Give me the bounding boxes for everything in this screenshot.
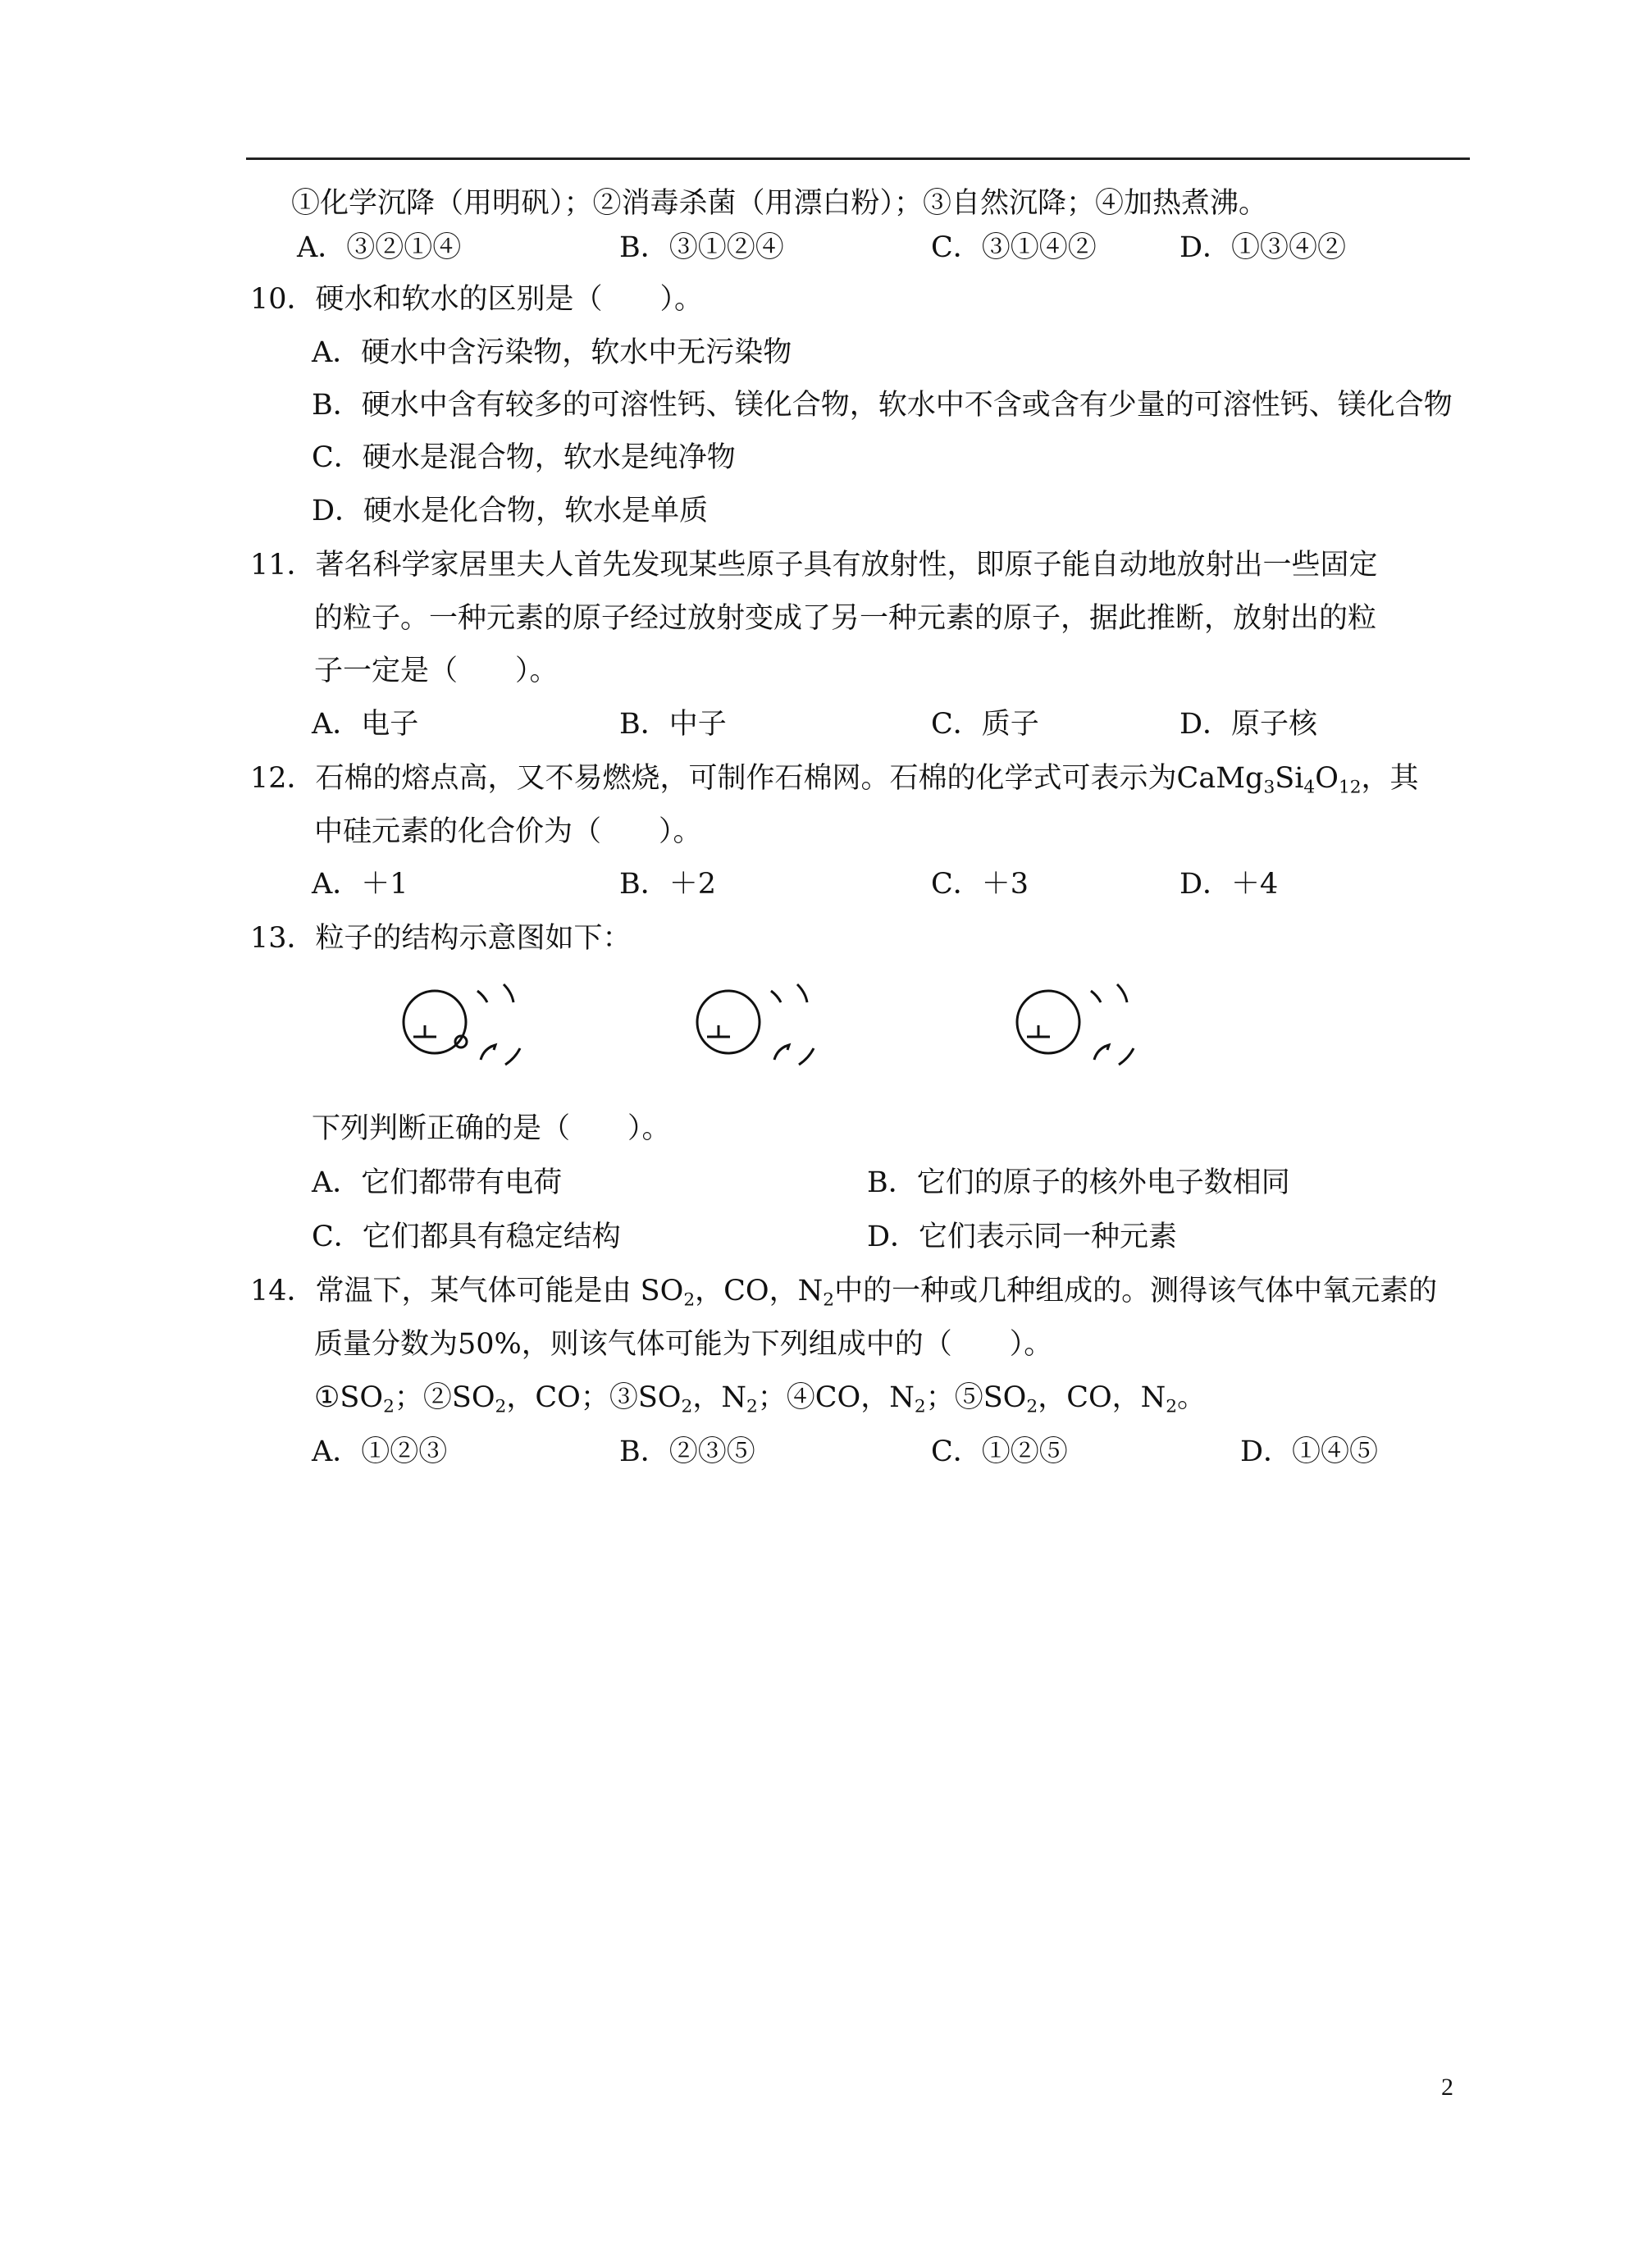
- q14-option-b: B．②③⑤: [619, 1435, 755, 1468]
- q9-option-c: C．③①④②: [931, 231, 1097, 264]
- q14-combinations: $①SO_2$；$②SO_2$，CO；$③SO_2$，$N_2$；④CO，$N_2$；$⑤SO_2$，CO，$N_2$。: [314, 1381, 1207, 1417]
- q11-option-b: B．中子: [619, 708, 727, 741]
- q9-option-a: A．③②①④: [297, 231, 462, 264]
- q10-option-b: B．硬水中含有较多的可溶性钙、镁化合物，软水中不含或含有少量的可溶性钙、镁化合物: [312, 389, 1453, 422]
- q14-stem-line1: 14．常温下，某气体可能是由 $SO_2$，CO，$N_2$中的一种或几种组成的。测得该气体中氧元素的: [250, 1275, 1438, 1311]
- q14-option-a: A．①②③: [312, 1435, 448, 1468]
- q13-judge: 下列判断正确的是（ ）。: [312, 1112, 671, 1145]
- asbestos-formula: $CaMg_3Si_4O_{12}$: [1176, 762, 1362, 798]
- q12-option-c: C．＋3: [931, 868, 1029, 901]
- q10-stem: 10．硬水和软水的区别是（ ）。: [250, 283, 704, 316]
- q12-option-b: B．＋2: [619, 868, 716, 901]
- q12-stem-line1: 12．石棉的熔点高，又不易燃烧，可制作石棉网。石棉的化学式可表示为$CaMg_3Si_4O_{12}$，其: [250, 762, 1419, 798]
- q10-option-d: D．硬水是化合物，软水是单质: [312, 495, 709, 527]
- particle-diagram-2: [697, 984, 814, 1065]
- q13-option-a: A．它们都带有电荷: [312, 1166, 563, 1199]
- q13-option-d: D．它们表示同一种元素: [867, 1221, 1178, 1253]
- q13-option-b: B．它们的原子的核外电子数相同: [867, 1166, 1290, 1199]
- q14-option-c: C．①②⑤: [931, 1435, 1068, 1468]
- q11-stem-line3: 子一定是（ ）。: [314, 655, 559, 687]
- header-rule: [246, 157, 1470, 160]
- particle-diagram-3: [1017, 984, 1134, 1065]
- q14-stem-line2: 质量分数为50%，则该气体可能为下列组成中的（ ）。: [314, 1328, 1053, 1361]
- q13-stem: 13．粒子的结构示意图如下：: [250, 922, 632, 955]
- particle-diagram-1: [404, 984, 520, 1065]
- q13-option-c: C．它们都具有稳定结构: [312, 1221, 621, 1253]
- q11-stem-line1: 11．著名科学家居里夫人首先发现某些原子具有放射性，即原子能自动地放射出一些固定: [250, 549, 1378, 582]
- q9-option-b: B．③①②④: [619, 231, 784, 264]
- q11-stem-line2: 的粒子。一种元素的原子经过放射变成了另一种元素的原子，据此推断，放射出的粒: [314, 602, 1377, 635]
- page-number: 2: [1441, 2074, 1453, 2101]
- q11-option-c: C．质子: [931, 708, 1039, 741]
- q14-option-d: D．①④⑤: [1240, 1435, 1379, 1468]
- particle-structure-diagrams: [386, 968, 1206, 1083]
- q12-stem-line2: 中硅元素的化合价为（ ）。: [314, 815, 702, 848]
- q9-steps: ①化学沉降（用明矾）；②消毒杀菌（用漂白粉）；③自然沉降；④加热煮沸。: [291, 187, 1268, 220]
- q11-option-d: D．原子核: [1179, 708, 1318, 741]
- q12-option-a: A．＋1: [312, 868, 408, 901]
- q10-option-c: C．硬水是混合物，软水是纯净物: [312, 441, 736, 474]
- q12-option-d: D．＋4: [1179, 868, 1279, 901]
- q10-option-a: A．硬水中含污染物，软水中无污染物: [312, 336, 792, 369]
- q11-option-a: A．电子: [312, 708, 419, 741]
- q9-option-d: D．①③④②: [1179, 231, 1347, 264]
